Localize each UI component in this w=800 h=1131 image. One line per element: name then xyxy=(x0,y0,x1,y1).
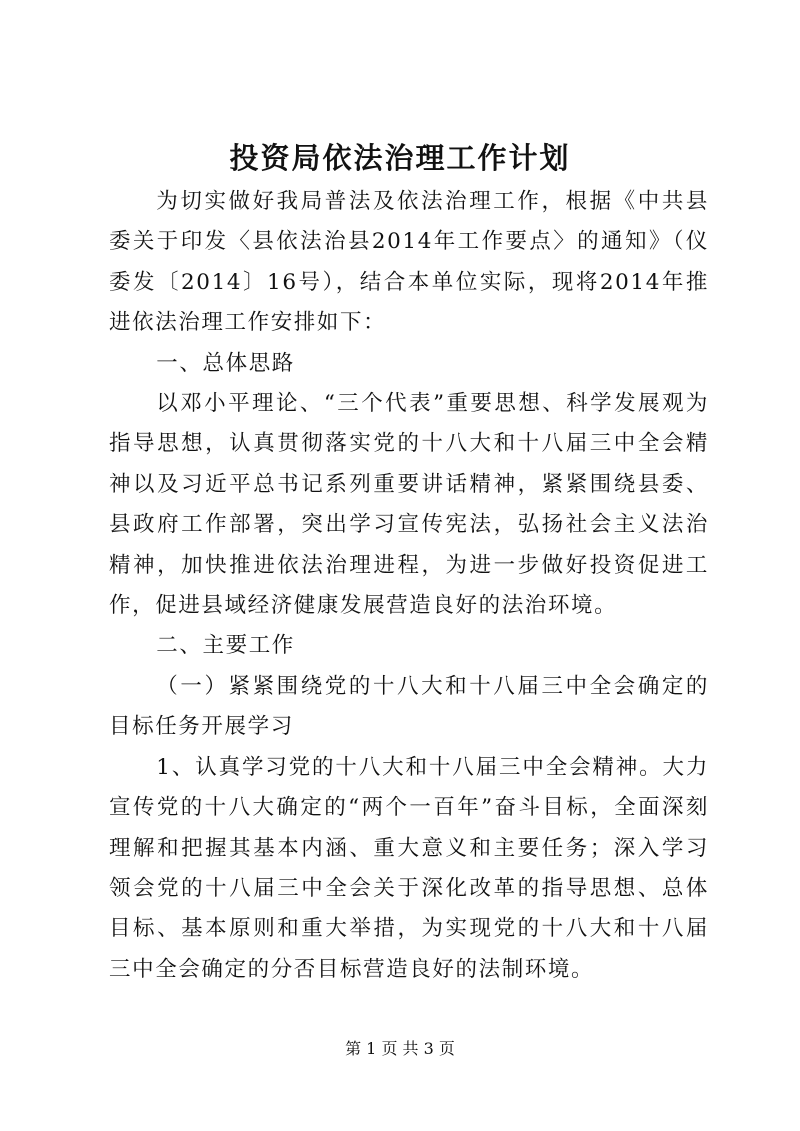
section-heading-main-work: 二、主要工作 xyxy=(156,633,295,659)
intro-paragraph: 为切实做好我局普法及依法治理工作，根据《中共县委关于印发〈县依法治县2014年工作要点〉的通知》（仪委发〔2014〕16号），结合本单位实际，现将2014年推进依法治理工作安排如下： xyxy=(109,189,709,336)
page-number-footer: 第 1 页 共 3 页 xyxy=(345,1039,455,1058)
study-item-1-paragraph: 1、认真学习党的十八大和十八届三中全会精神。大力宣传党的十八大确定的“两个一百年”奋斗目标，全面深刻理解和把握其基本内涵、重大意义和主要任务；深入学习领会党的十八届三中全会关于深化改革的指导思想、总体目标、基本原则和重大举措，为实现党的十八大和十八届三中全会确定的分否目标营造良好的法制环境。 xyxy=(109,754,709,982)
overall-approach-paragraph: 以邓小平理论、“三个代表”重要思想、科学发展观为指导思想，认真贯彻落实党的十八大和十八届三中全会精神以及习近平总书记系列重要讲话精神，紧紧围绕县委、县政府工作部署，突出学习宣传宪法，弘扬社会主义法治精神，加快推进依法治理进程，为进一步做好投资促进工作，促进县域经济健康发展营造良好的法治环境。 xyxy=(109,391,709,619)
page-title: 投资局依法治理工作计划 xyxy=(229,141,571,175)
subsection-heading-study-goals: （一）紧紧围绕党的十八大和十八届三中全会确定的目标任务开展学习 xyxy=(109,673,709,740)
section-heading-overall-approach: 一、总体思路 xyxy=(156,350,295,376)
document-body xyxy=(109,182,709,990)
